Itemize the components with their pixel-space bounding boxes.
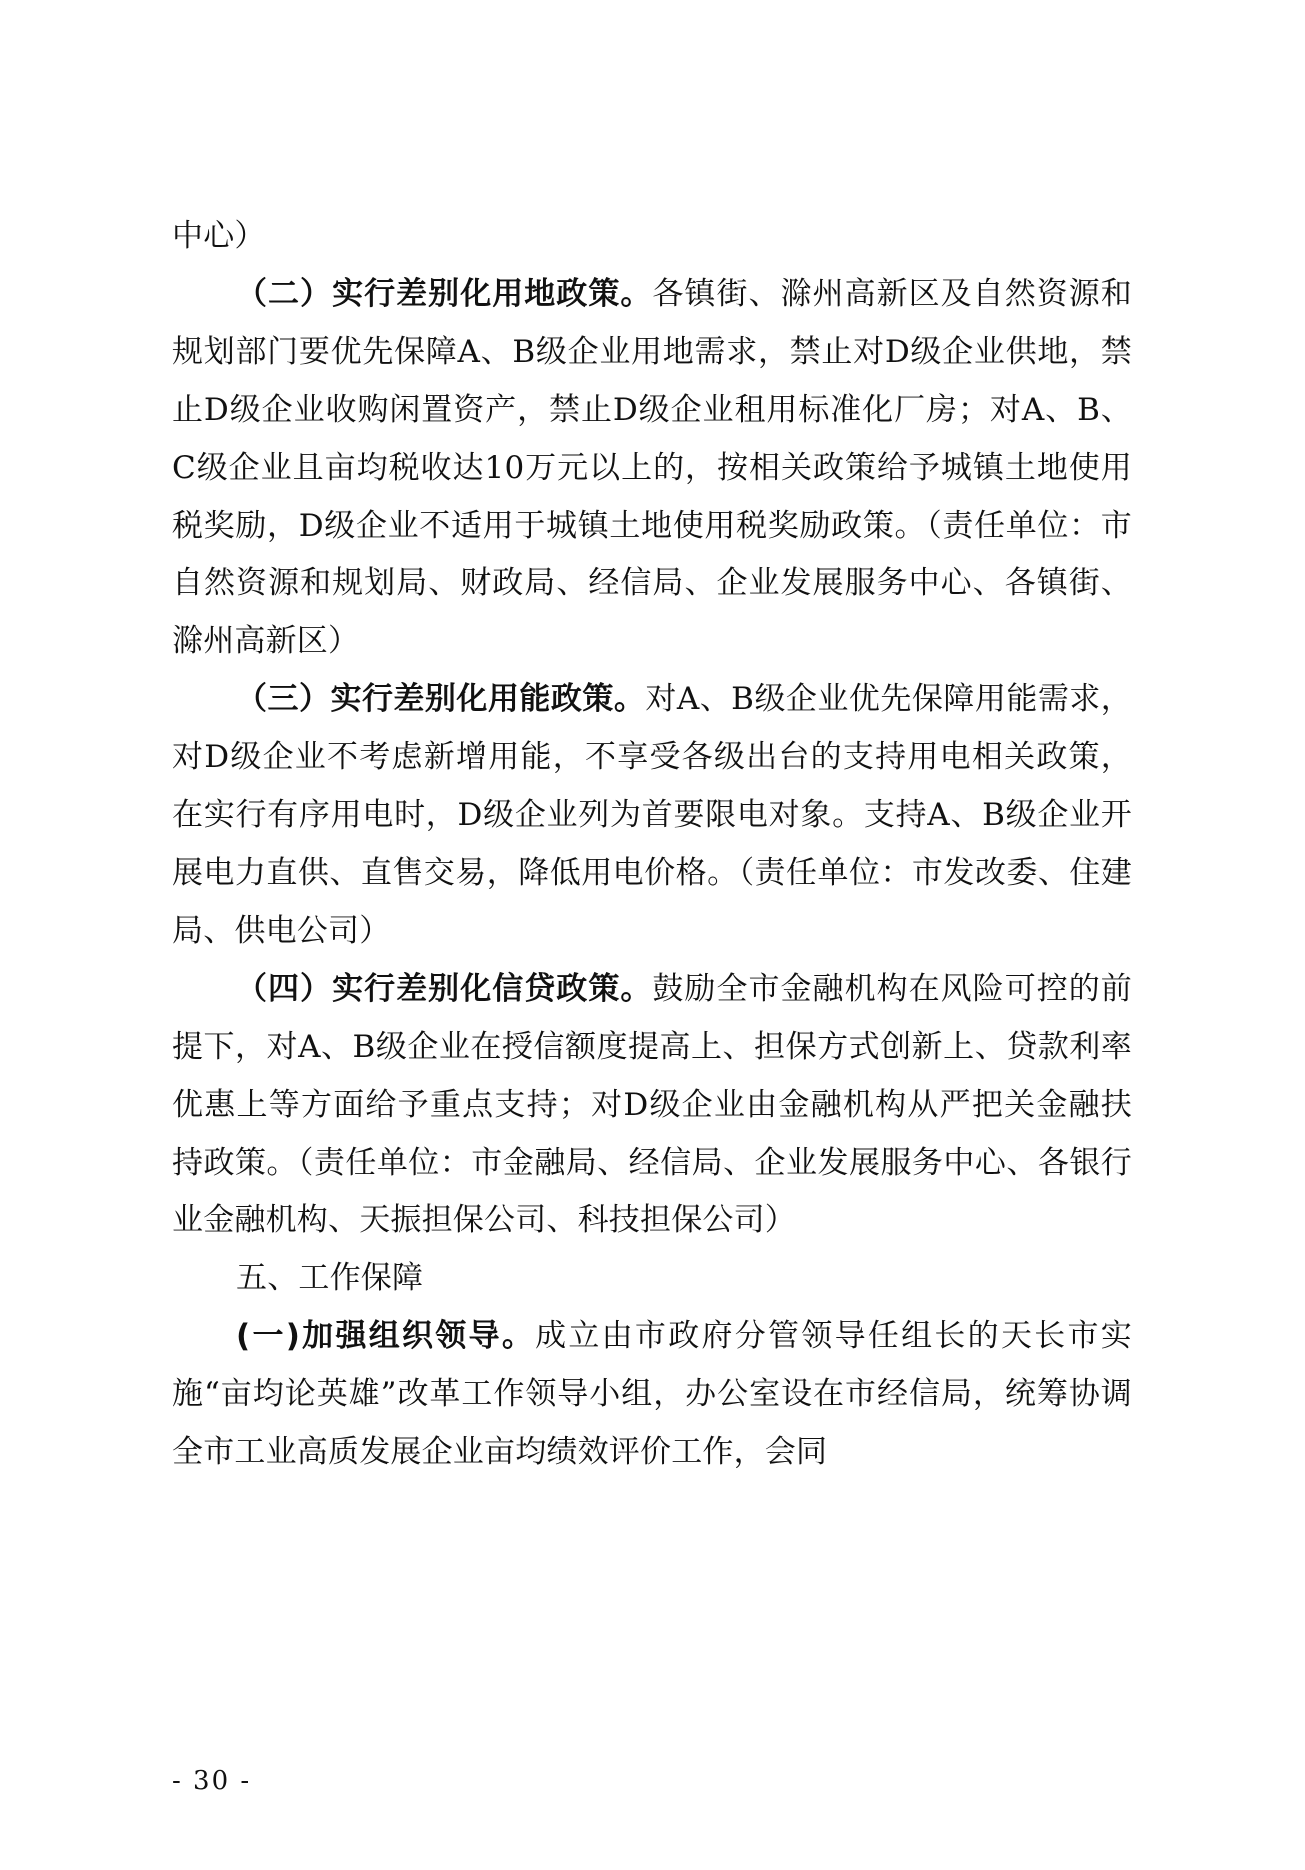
paragraph-text: 对A、B级企业优先保障用能需求，对D级企业不考虑新增用能，不享受各级出台的支持用电相关政策，在实行有序用电时，D级企业列为首要限电对象。支持A、B级企业开展电力直供、直售交易，降低用电价格。（责任单位：市发改委、住建局、供电公司）: [172, 681, 1132, 949]
paragraph-credit-policy: [172, 961, 1132, 1251]
section-heading-text: 五、工作保障: [236, 1260, 424, 1297]
paragraph-heading: （四）实行差别化信贷政策。: [236, 970, 653, 1007]
document-body: [172, 208, 1132, 1482]
paragraph-land-policy: [172, 266, 1132, 671]
paragraph-text: 中心）: [172, 218, 266, 254]
paragraph-text: 各镇街、滁州高新区及自然资源和规划部门要优先保障A、B级企业用地需求，禁止对D级企业供地，禁止D级企业收购闲置资产，禁止D级企业租用标准化厂房；对A、B、C级企业且亩均税收达10万元以上的，按相关政策给予城镇土地使用税奖励，D级企业不适用于城镇土地使用税奖励政策。（责任单位：市自然资源和规划局、财政局、经信局、企业发展服务中心、各镇街、滁州高新区）: [172, 275, 1132, 660]
paragraph-text: 成立由市政府分管领导任组长的天长市实施“亩均论英雄”改革工作领导小组，办公室设在市经信局，统筹协调全市工业高质发展企业亩均绩效评价工作，会同: [172, 1318, 1132, 1471]
paragraph-heading: （三）实行差别化用能政策。: [236, 681, 646, 718]
paragraph-energy-policy: [172, 671, 1132, 961]
paragraph-text: 鼓励全市金融机构在风险可控的前提下，对A、B级企业在授信额度提高上、担保方式创新上、贷款利率优惠上等方面给予重点支持；对D级企业由金融机构从严把关金融扶持政策。（责任单位：市金融局、经信局、企业发展服务中心、各银行业金融机构、天振担保公司、科技担保公司）: [172, 970, 1132, 1239]
paragraph-continuation: [172, 208, 1132, 266]
paragraph-organization-leadership: [172, 1308, 1132, 1482]
paragraph-heading: （二）实行差别化用地政策。: [236, 275, 653, 312]
paragraph-heading: (一)加强组织领导。: [236, 1318, 536, 1355]
page-number: - 30 -: [172, 1766, 252, 1796]
section-heading-work-guarantee: [172, 1250, 1132, 1308]
